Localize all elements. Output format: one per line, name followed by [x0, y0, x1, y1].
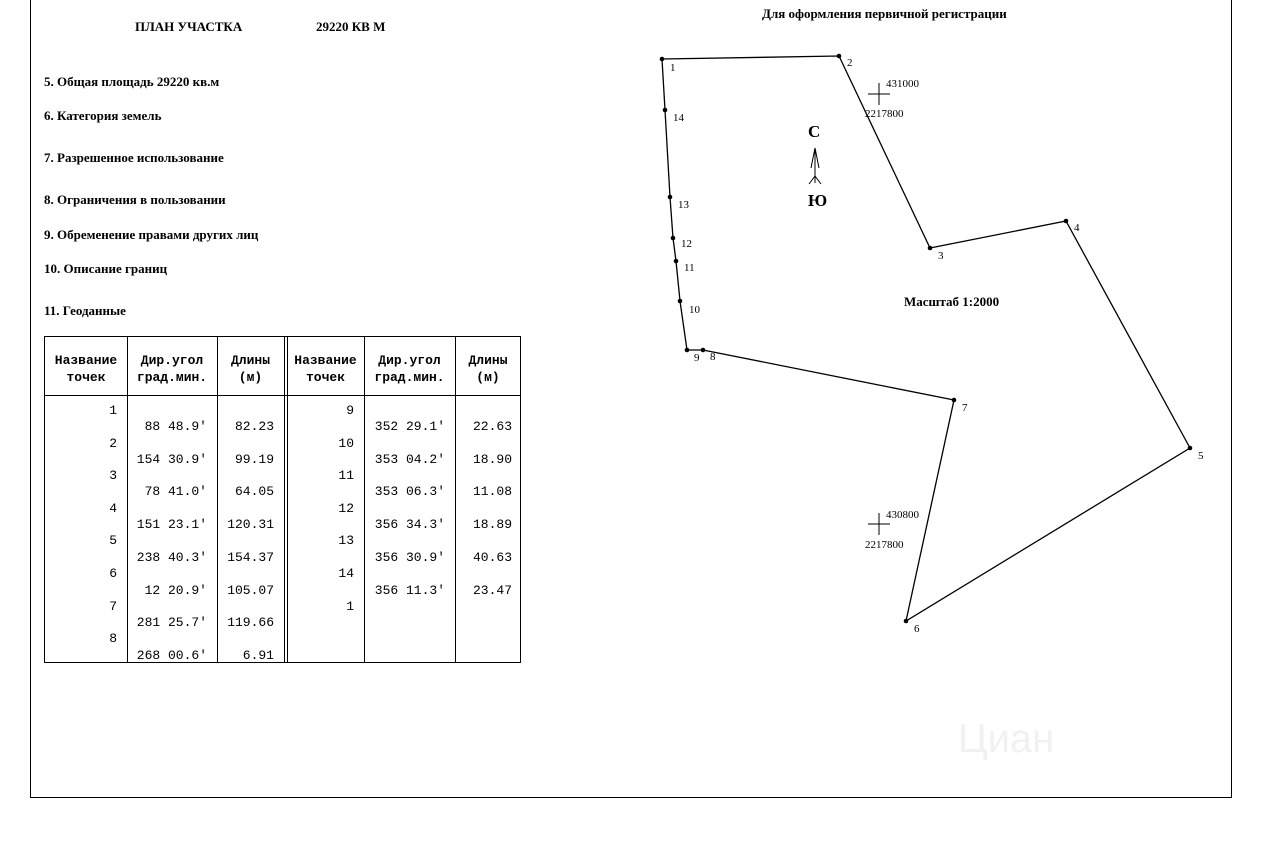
- length-cell: 64.05: [234, 484, 274, 500]
- length-cell: 99.19: [234, 451, 274, 467]
- direction-cell: 78 41.0': [144, 484, 207, 500]
- vertex-label: 6: [914, 623, 920, 635]
- point-name-cell: 4: [109, 500, 117, 516]
- point-name-cell: 12: [338, 500, 354, 516]
- point-name-cell: 7: [109, 598, 117, 614]
- vertex-label: 5: [1198, 450, 1204, 462]
- direction-cell: 151 23.1': [136, 517, 207, 533]
- boundary: [662, 56, 1190, 621]
- direction-cell: 356 30.9': [374, 549, 445, 565]
- vertex-dot: [904, 619, 909, 624]
- point-name-cell: 9: [346, 403, 354, 418]
- point-name-cell: 5: [109, 533, 117, 549]
- length-cell: 120.31: [227, 517, 274, 533]
- vertex-label: 14: [673, 112, 684, 124]
- vertex-dot: [685, 348, 690, 353]
- length-cell: 154.37: [227, 549, 274, 565]
- length-cell: 6.91: [242, 647, 274, 663]
- vertex-dot: [678, 299, 683, 304]
- plan-area: 29220 КВ М: [316, 19, 386, 34]
- vertex-label: 3: [938, 250, 944, 262]
- grid-x-label: 430800: [886, 509, 919, 521]
- length-cell: 18.89: [472, 517, 512, 533]
- vertex-label: 4: [1074, 222, 1080, 234]
- length-cell: 23.47: [472, 582, 512, 598]
- direction-cell: 352 29.1': [374, 419, 445, 434]
- length-cell: 22.63: [472, 419, 512, 434]
- vertex-points: [660, 54, 1193, 624]
- header-length: Длины (м): [230, 353, 270, 385]
- length-cell: 11.08: [472, 484, 512, 500]
- boundary-polygon: [662, 56, 1190, 621]
- direction-cell: 154 30.9': [136, 451, 207, 467]
- field-encumbrance: 9. Обременение правами других лиц: [44, 227, 259, 242]
- north-label: С: [808, 122, 821, 141]
- point-name-cell: 6: [109, 566, 117, 581]
- vertex-label: 12: [681, 238, 692, 250]
- point-name-cell: 11: [338, 468, 354, 484]
- vertex-dot: [1064, 219, 1069, 224]
- vertex-dot: [928, 246, 933, 251]
- vertex-dot: [952, 398, 957, 403]
- vertex-label: 10: [689, 304, 700, 316]
- watermark: Циан: [958, 717, 1055, 761]
- header-direction: Дир.угол град.мин.: [136, 353, 208, 385]
- direction-cell: 353 04.2': [374, 451, 445, 467]
- field-restrictions: 8. Ограничения в пользовании: [44, 192, 226, 207]
- vertex-dot: [660, 57, 665, 62]
- direction-cell: 356 34.3': [374, 517, 445, 533]
- field-boundary-description: 10. Описание границ: [44, 261, 168, 276]
- grid-y-label: 2217800: [865, 108, 904, 120]
- length-cell: 119.66: [227, 615, 274, 631]
- direction-cell: 356 11.3': [374, 582, 445, 598]
- field-geodata: 11. Геоданные: [44, 303, 126, 318]
- grid-y-label: 2217800: [865, 539, 904, 551]
- point-name-cell: 14: [338, 566, 354, 581]
- vertex-dot: [674, 259, 679, 264]
- field-permitted-use: 7. Разрешенное использование: [44, 150, 224, 165]
- vertex-label: 2: [847, 57, 853, 69]
- vertex-label: 8: [710, 351, 716, 363]
- header-point-name: Название точек: [294, 353, 357, 385]
- direction-cell: 238 40.3': [136, 549, 207, 565]
- direction-cell: 268 00.6': [136, 647, 207, 663]
- south-label: Ю: [808, 191, 828, 210]
- vertex-label: 1: [670, 62, 676, 74]
- header-length: Длины (м): [468, 353, 508, 385]
- grid-x-label: 431000: [886, 78, 919, 90]
- point-name-cell: 10: [338, 435, 354, 451]
- length-cell: 40.63: [472, 549, 512, 565]
- header-direction: Дир.угол град.мин.: [374, 353, 445, 385]
- vertex-dot: [663, 108, 668, 113]
- vertex-label: 7: [962, 402, 968, 414]
- north-arrow-icon: [809, 148, 821, 184]
- vertex-dot: [701, 348, 706, 353]
- length-cell: 105.07: [227, 582, 274, 598]
- direction-cell: 88 48.9': [144, 419, 207, 434]
- header-point-name: Название точек: [54, 353, 118, 385]
- direction-cell: 353 06.3': [374, 484, 445, 500]
- field-total-area: 5. Общая площадь 29220 кв.м: [44, 74, 220, 89]
- plan-title: ПЛАН УЧАСТКА: [135, 19, 243, 34]
- direction-cell: 281 25.7': [136, 615, 207, 631]
- scale-label: Масштаб 1:2000: [904, 294, 1000, 309]
- point-name-cell: 13: [338, 533, 354, 549]
- point-name-cell: 3: [109, 468, 117, 484]
- vertex-label: 13: [678, 199, 689, 211]
- vertex-dot: [668, 195, 673, 200]
- vertex-dot: [1188, 446, 1193, 451]
- point-name-cell: 8: [109, 631, 117, 647]
- vertex-dot: [671, 236, 676, 241]
- length-cell: 18.90: [472, 451, 512, 467]
- field-land-category: 6. Категория земель: [44, 108, 162, 123]
- vertex-label: 11: [684, 262, 695, 274]
- registration-note: Для оформления первичной регистрации: [762, 6, 1007, 21]
- point-name-cell: 1: [109, 403, 117, 418]
- point-name-cell: 2: [109, 435, 117, 451]
- length-cell: 82.23: [234, 419, 274, 434]
- vertex-labels: [670, 57, 1204, 635]
- point-name-cell: 1: [346, 598, 354, 614]
- direction-cell: 12 20.9': [144, 582, 207, 598]
- vertex-dot: [837, 54, 842, 59]
- vertex-label: 9: [694, 352, 700, 364]
